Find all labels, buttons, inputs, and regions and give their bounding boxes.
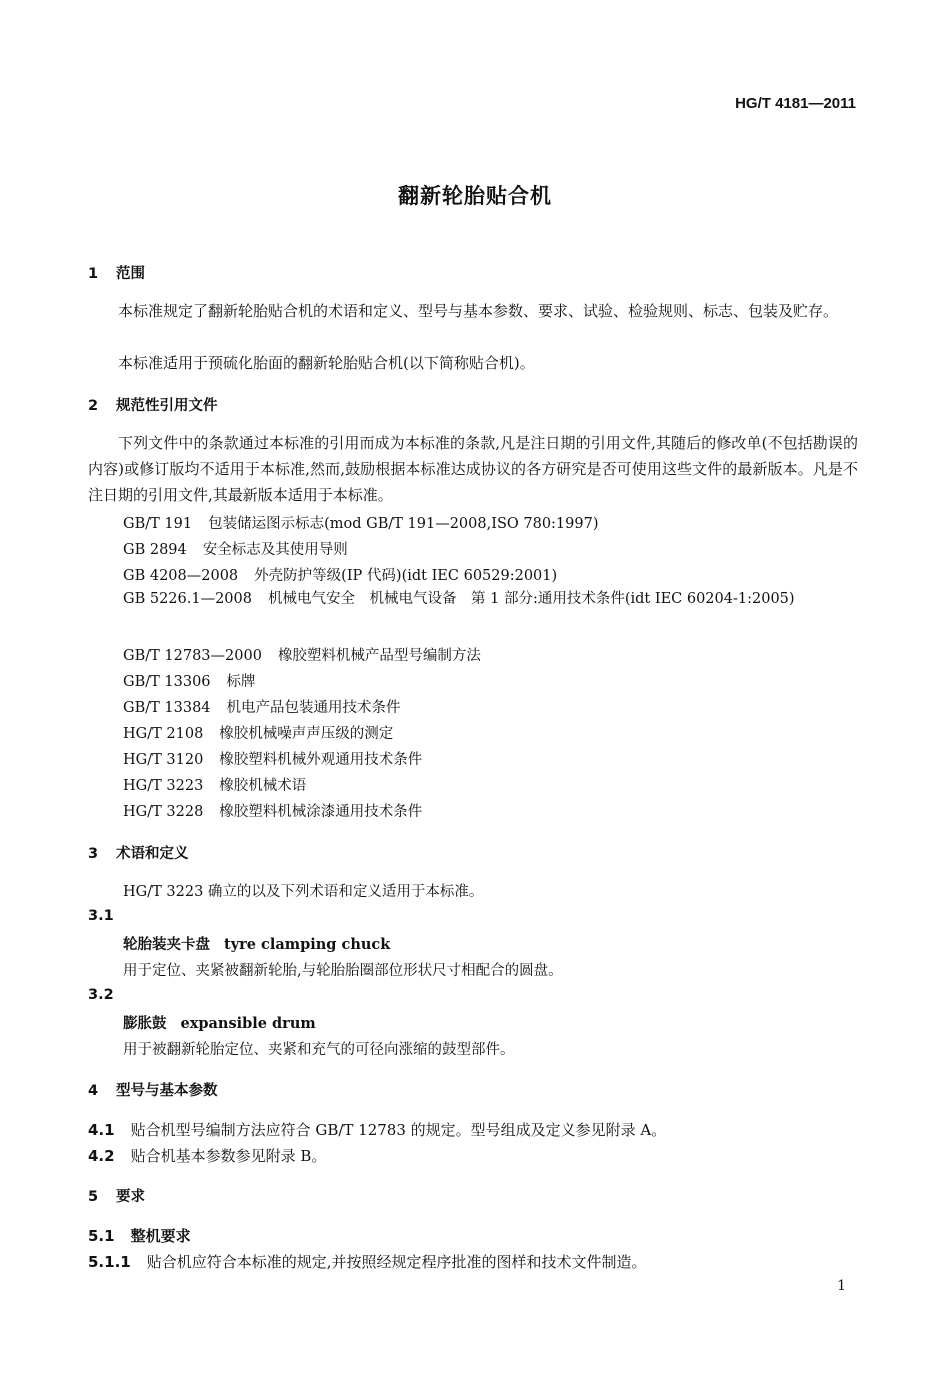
- reference-item: [123, 644, 481, 665]
- section-title: 术语和定义: [116, 846, 189, 862]
- reference-title: 橡胶塑料机械涂漆通用技术条件: [219, 804, 423, 820]
- term-name: [123, 933, 390, 954]
- reference-code: GB 2894: [123, 542, 187, 558]
- reference-title: 橡胶塑料机械外观通用技术条件: [219, 752, 423, 768]
- section-4-heading: [88, 1079, 218, 1100]
- page-number: 1: [837, 1278, 846, 1294]
- reference-item: [123, 774, 306, 795]
- reference-item: [123, 538, 348, 559]
- reference-title: 外壳防护等级(IP 代码)(idt IEC 60529:2001): [254, 568, 558, 584]
- section-title: 要求: [116, 1189, 145, 1205]
- reference-code: HG/T 3120: [123, 752, 204, 768]
- reference-title: 橡胶机械术语: [219, 778, 307, 794]
- clause-number: 4.2: [88, 1147, 115, 1165]
- reference-title: 橡胶机械噪声声压级的测定: [219, 726, 394, 742]
- clause-number: 5.1: [88, 1227, 115, 1245]
- term-number: 3.1: [88, 908, 114, 924]
- section-5-heading: [88, 1185, 145, 1206]
- section-title: 范围: [116, 266, 145, 282]
- term-number: 3.2: [88, 987, 114, 1003]
- terms-intro: HG/T 3223 确立的以及下列术语和定义适用于本标准。: [123, 884, 484, 900]
- section-number: 2: [88, 398, 99, 414]
- page-title: 翻新轮胎贴合机: [398, 184, 552, 208]
- clause-4-1: [88, 1119, 666, 1140]
- term-definition: 用于定位、夹紧被翻新轮胎,与轮胎胎圈部位形状尺寸相配合的圆盘。: [123, 963, 563, 979]
- reference-item: [123, 512, 599, 533]
- term-name-en: expansible drum: [180, 1015, 316, 1032]
- section-number: 1: [88, 266, 99, 282]
- clause-text: 贴合机基本参数参见附录 B。: [130, 1147, 327, 1165]
- reference-item: [123, 670, 256, 691]
- scope-paragraph-2: 本标准适用于预硫化胎面的翻新轮胎贴合机(以下简称贴合机)。: [118, 354, 535, 372]
- reference-code: HG/T 3228: [123, 804, 204, 820]
- term-name-en: tyre clamping chuck: [224, 936, 391, 953]
- reference-item: [88, 586, 858, 612]
- section-3-heading: [88, 842, 189, 863]
- reference-code: GB/T 13384: [123, 700, 211, 716]
- term-name-cn: 膨胀鼓: [123, 1015, 167, 1032]
- subsection-title: 整机要求: [130, 1227, 191, 1245]
- reference-title: 机电产品包装通用技术条件: [226, 700, 401, 716]
- reference-item: [123, 564, 557, 585]
- term-definition: 用于被翻新轮胎定位、夹紧和充气的可径向涨缩的鼓型部件。: [123, 1042, 515, 1058]
- reference-title: 安全标志及其使用导则: [202, 542, 348, 558]
- clause-number: 5.1.1: [88, 1253, 131, 1271]
- reference-code: GB 5226.1—2008: [123, 591, 252, 607]
- clause-text: 贴合机型号编制方法应符合 GB/T 12783 的规定。型号组成及定义参见附录 A。: [130, 1121, 667, 1139]
- reference-title: 橡胶塑料机械产品型号编制方法: [277, 648, 481, 664]
- reference-code: GB 4208—2008: [123, 568, 239, 584]
- reference-code: GB/T 13306: [123, 674, 211, 690]
- section-number: 5: [88, 1189, 99, 1205]
- section-title: 规范性引用文件: [116, 398, 218, 414]
- subsection-5-1: [88, 1225, 191, 1246]
- term-name-cn: 轮胎装夹卡盘: [123, 936, 210, 953]
- reference-title: 标牌: [226, 674, 256, 690]
- reference-code: GB/T 191: [123, 516, 193, 532]
- section-1-heading: [88, 262, 145, 283]
- standard-code: HG/T 4181—2011: [735, 95, 856, 112]
- scope-paragraph-1: 本标准规定了翻新轮胎贴合机的术语和定义、型号与基本参数、要求、试验、检验规则、标志、包装及贮存。: [118, 302, 839, 320]
- clause-5-1-1: [88, 1251, 647, 1272]
- reference-item: [123, 748, 422, 769]
- section-2-heading: [88, 394, 218, 415]
- reference-code: HG/T 3223: [123, 778, 204, 794]
- references-intro: 下列文件中的条款通过本标准的引用而成为本标准的条款,凡是注日期的引用文件,其随后的修改单(不包括勘误的内容)或修订版均不适用于本标准,然而,鼓励根据本标准达成协议的各方研究是否可使用这些文件的最新版本。凡是不注日期的引用文件,其最新版本适用于本标准。: [88, 434, 858, 504]
- reference-item: [123, 800, 422, 821]
- clause-number: 4.1: [88, 1121, 115, 1139]
- reference-code: HG/T 2108: [123, 726, 204, 742]
- section-number: 3: [88, 846, 99, 862]
- term-name: [123, 1012, 316, 1033]
- section-number: 4: [88, 1083, 99, 1099]
- section-title: 型号与基本参数: [116, 1083, 218, 1099]
- reference-title: 机械电气安全 机械电气设备 第 1 部分:通用技术条件(idt IEC 60204-1:2005): [268, 591, 795, 607]
- reference-code: GB/T 12783—2000: [123, 648, 262, 664]
- clause-text: 贴合机应符合本标准的规定,并按照经规定程序批准的图样和技术文件制造。: [146, 1253, 647, 1271]
- clause-4-2: [88, 1145, 326, 1166]
- reference-item: [123, 696, 401, 717]
- reference-title: 包装储运图示标志(mod GB/T 191—2008,ISO 780:1997): [208, 516, 599, 532]
- reference-item: [123, 722, 393, 743]
